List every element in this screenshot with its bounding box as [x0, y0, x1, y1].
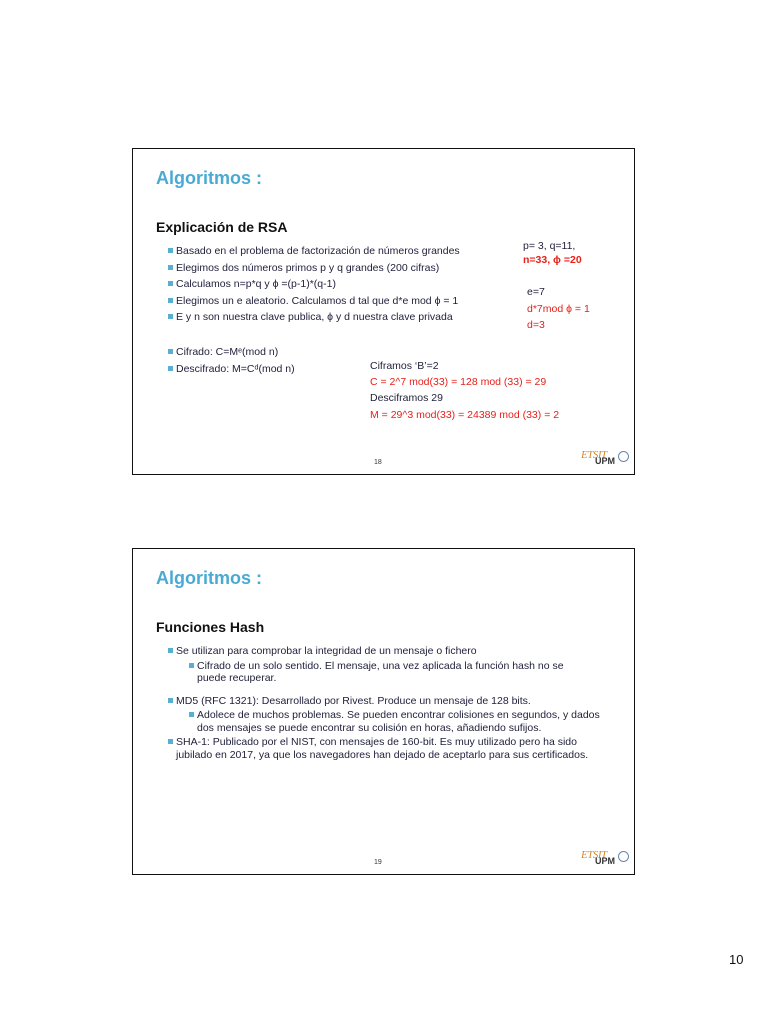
- side-d-equation: d*7mod ϕ = 1: [527, 303, 590, 315]
- example-descifrado-label: Desciframos 29: [370, 392, 443, 404]
- list-item: Cifrado de un solo sentido. El mensaje, una vez aplicada la función hash no se puede recuperar.: [189, 660, 587, 685]
- example-m: M = 29^3 mod(33) = 24389 mod (33) = 2: [370, 409, 560, 421]
- list-item: Se utilizan para comprobar la integridad de un mensaje o fichero: [168, 645, 608, 658]
- list-item: E y n son nuestra clave publica, ϕ y d nuestra clave privada: [168, 309, 460, 326]
- example-cifrado-label: Ciframos ‘B’=2: [370, 360, 439, 372]
- slide-18: [132, 148, 635, 475]
- slide-number: 19: [374, 859, 382, 866]
- list-item: Descifrado: M=Cᵈ(mod n): [168, 361, 295, 378]
- example-c: C = 2^7 mod(33) = 128 mod (33) = 29: [370, 376, 547, 388]
- side-e: e=7: [527, 286, 545, 298]
- list-item: Cifrado: C=Mᵉ(mod n): [168, 344, 295, 361]
- side-n-phi: n=33, ϕ =20: [523, 254, 582, 266]
- bullet-list-formulas: [168, 344, 295, 377]
- bullet-list: [168, 243, 460, 326]
- etsit-upm-logo: ETSIT UPM: [581, 849, 629, 869]
- list-item: SHA-1: Publicado por el NIST, con mensajes de 160-bit. Es muy utilizado pero ha sido jubilado en 2017, ya que los navegadores han dejado de aceptarlo para sus certificados.: [168, 736, 606, 761]
- side-primes: p= 3, q=11,: [523, 240, 576, 252]
- list-item: Elegimos un e aleatorio. Calculamos d tal que d*e mod ϕ = 1: [168, 293, 460, 310]
- slide-number: 18: [374, 459, 382, 466]
- slide-title: Algoritmos :: [156, 568, 262, 588]
- slide-19: [132, 548, 635, 875]
- bullet-list: [168, 645, 608, 763]
- list-item: Adolece de muchos problemas. Se pueden encontrar colisiones en segundos, y dados dos mensajes se puede encontrar su colisión en horas, añadiendo sufijos.: [189, 709, 609, 734]
- page-number: 10: [729, 952, 744, 967]
- list-item: MD5 (RFC 1321): Desarrollado por Rivest. Produce un mensaje de 128 bits.: [168, 695, 608, 708]
- list-item: Basado en el problema de factorización de números grandes: [168, 243, 460, 260]
- list-item: Elegimos dos números primos p y q grandes (200 cifras): [168, 260, 460, 277]
- side-d: d=3: [527, 319, 545, 331]
- section-heading: Funciones Hash: [156, 619, 265, 635]
- list-item: Calculamos n=p*q y ϕ =(p-1)*(q-1): [168, 276, 460, 293]
- etsit-upm-logo: ETSIT UPM: [581, 449, 629, 469]
- section-heading: Explicación de RSA: [156, 219, 288, 235]
- slide-title: Algoritmos :: [156, 168, 262, 188]
